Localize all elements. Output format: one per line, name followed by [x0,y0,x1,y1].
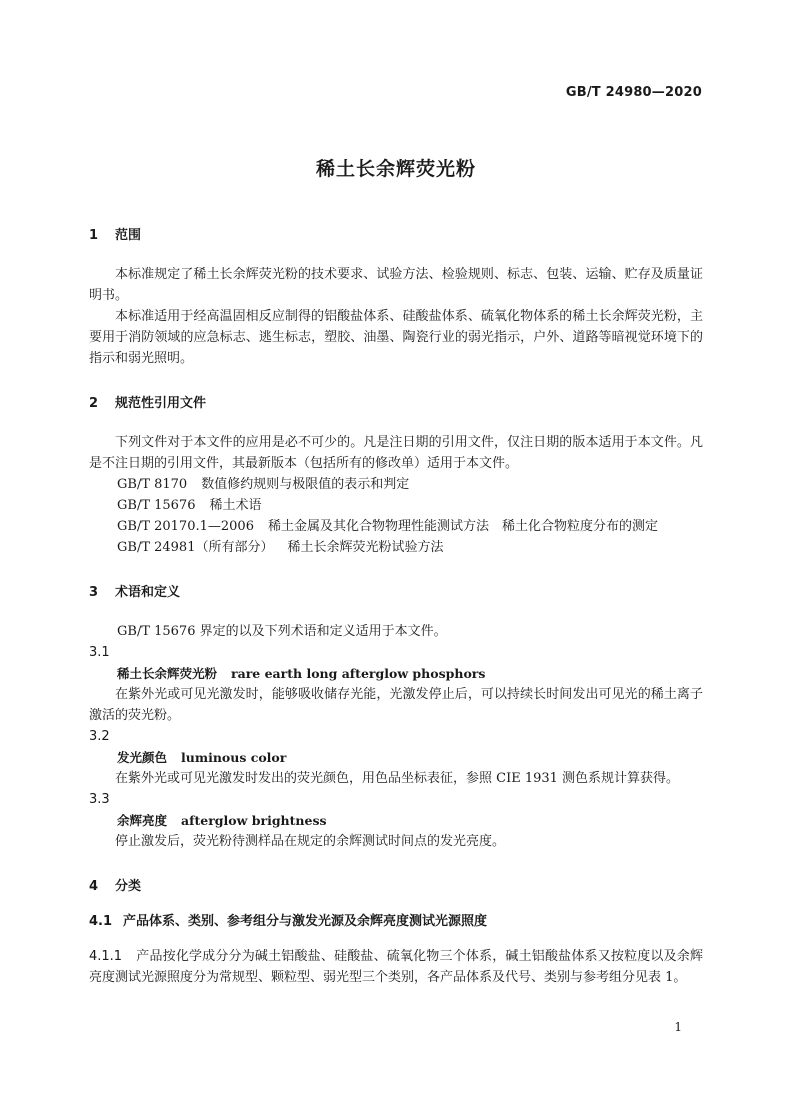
section-title: 术语和定义 [115,585,181,600]
page-number: 1 [674,1020,682,1034]
section-title: 规范性引用文件 [115,396,207,411]
document-title: 稀土长余辉荧光粉 [315,158,476,180]
paragraph: GB/T 15676 界定的以及下列术语和定义适用于本文件。 [117,624,447,639]
term-title [89,663,703,684]
term-en: afterglow brightness [181,813,327,828]
standard-number: GB/T 24980—2020 [565,85,702,100]
term-zh: 余辉亮度 [117,813,168,828]
term-number: 3.2 [89,729,110,744]
section-number: 3 [89,585,99,600]
section-1-heading [89,225,703,246]
term-number: 3.1 [89,645,110,660]
reference-code: GB/T 20170.1—2006 [117,519,254,534]
reference-title: 稀土术语 [209,498,262,513]
reference-item [89,474,703,495]
reference-title: 数值修约规则与极限值的表示和判定 [201,477,410,492]
term-title [89,810,703,831]
section-3-heading [89,582,703,603]
reference-title: 稀土长余辉荧光粉试验方法 [287,540,444,555]
term-en: luminous color [181,750,287,765]
section-title: 分类 [115,879,142,894]
section-number: 1 [89,228,99,243]
term-zh: 发光颜色 [117,750,168,765]
clause-text: 产品按化学成分分为碱土铝酸盐、硅酸盐、硫氧化物三个体系，碱土铝酸盐体系又按粒度以及余辉亮度测试光源照度分为常规型、颗粒型、弱光型三个类别，各产品体系及代号、类别与参考组分见表 1。 [89,949,703,985]
term-title [89,747,703,768]
reference-item [89,537,703,558]
term-number: 3.3 [89,792,110,807]
paragraph: 本标准适用于经高温固相反应制得的铝酸盐体系、硅酸盐体系、硫氧化物体系的稀土长余辉荧光粉，主要用于消防领域的应急标志、逃生标志，塑胶、油墨、陶瓷行业的弱光指示，户外、道路等暗视觉环境下的指示和弱光照明。 [89,309,703,366]
reference-item [89,495,703,516]
reference-item [89,516,703,537]
reference-code: GB/T 8170 [117,477,188,492]
clause-4-1-1 [89,946,703,988]
term-definition: 在紫外光或可见光激发时发出的荧光颜色，用色品坐标表征，参照 CIE 1931 测色系规计算获得。 [115,771,680,786]
term-definition: 在紫外光或可见光激发时，能够吸收储存光能，光激发停止后，可以持续长时间发出可见光的稀土离子激活的荧光粉。 [89,687,703,723]
paragraph: 本标准规定了稀土长余辉荧光粉的技术要求、试验方法、检验规则、标志、包装、运输、贮存及质量证明书。 [89,267,703,303]
section-2-heading [89,393,703,414]
subsection-4-1-heading [89,911,703,932]
document-body [89,225,703,988]
clause-number: 4.1.1 [89,949,123,964]
term-en: rare earth long afterglow phosphors [231,666,486,681]
section-number: 4 [89,879,99,894]
section-number: 2 [89,396,99,411]
term-zh: 稀土长余辉荧光粉 [117,666,218,681]
reference-code: GB/T 24981（所有部分） [117,540,274,555]
paragraph: 下列文件对于本文件的应用是必不可少的。凡是注日期的引用文件，仅注日期的版本适用于本文件。凡是不注日期的引用文件，其最新版本（包括所有的修改单）适用于本文件。 [89,435,703,471]
section-4-heading [89,876,703,897]
section-title: 范围 [115,228,142,243]
reference-code: GB/T 15676 [117,498,196,513]
subsection-title: 产品体系、类别、参考组分与激发光源及余辉亮度测试光源照度 [123,914,488,929]
term-definition: 停止激发后，荧光粉待测样品在规定的余辉测试时间点的发光亮度。 [115,834,506,849]
subsection-number: 4.1 [89,914,113,929]
reference-title: 稀土金属及其化合物物理性能测试方法 稀土化合物粒度分布的测定 [267,519,658,534]
